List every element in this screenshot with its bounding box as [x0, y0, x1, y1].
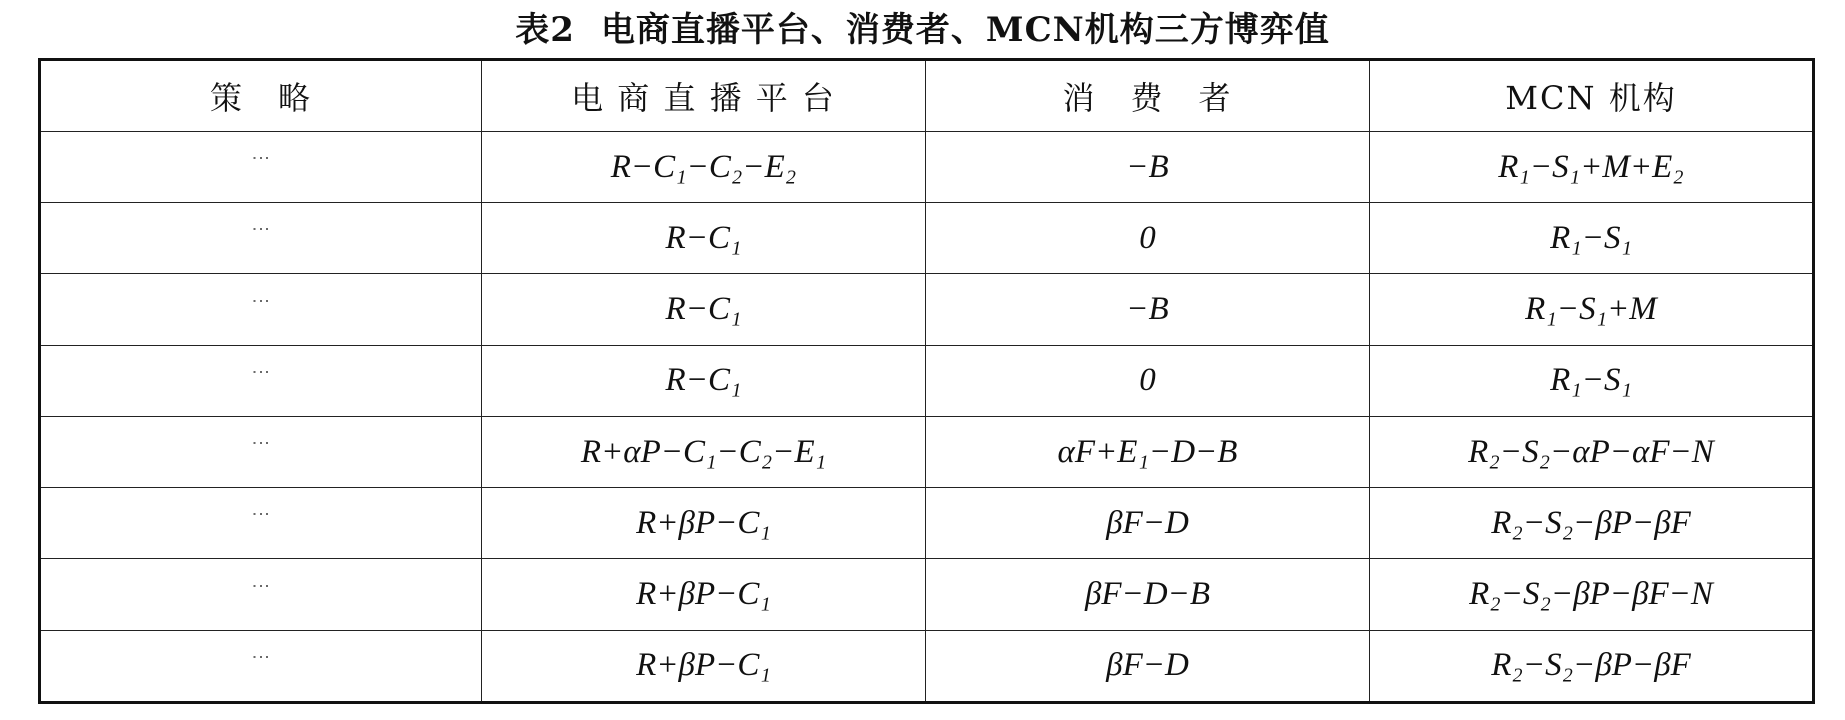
header-consumer: 消 费 者: [926, 60, 1370, 132]
platform-payoff-cell: R+βP−C₁: [482, 630, 926, 702]
mcn-payoff-cell: R₁−S₁: [1370, 203, 1814, 274]
header-mcn: MCN 机构: [1370, 60, 1814, 132]
ellipsis-mark: ⋮: [251, 576, 271, 597]
header-strategy: 策 略: [40, 60, 482, 132]
strategy-cell: [40, 559, 482, 630]
mcn-payoff-cell: R₁−S₁+M+E₂: [1370, 132, 1814, 203]
consumer-payoff-cell: βF−D: [926, 630, 1370, 702]
ellipsis-mark: ⋮: [251, 149, 271, 170]
consumer-payoff-cell: 0: [926, 345, 1370, 416]
strategy-cell: [40, 203, 482, 274]
platform-payoff-cell: R+αP−C₁−C₂−E₁: [482, 416, 926, 487]
strategy-cell: [40, 630, 482, 702]
strategy-cell: [40, 488, 482, 559]
table-row: [40, 345, 1814, 416]
consumer-payoff-cell: βF−D−B: [926, 559, 1370, 630]
table-row: [40, 630, 1814, 702]
ellipsis-mark: ⋮: [251, 291, 271, 312]
platform-payoff-cell: R+βP−C₁: [482, 488, 926, 559]
ellipsis-mark: ⋮: [251, 647, 271, 668]
ellipsis-mark: ⋮: [251, 220, 271, 241]
table-row: [40, 203, 1814, 274]
table-row: [40, 132, 1814, 203]
table-row: [40, 488, 1814, 559]
table-number: 表2: [515, 10, 575, 50]
header-platform: 电 商 直 播 平 台: [482, 60, 926, 132]
platform-payoff-cell: R−C₁: [482, 345, 926, 416]
platform-payoff-cell: R−C₁: [482, 274, 926, 345]
table-row: [40, 274, 1814, 345]
consumer-payoff-cell: −B: [926, 274, 1370, 345]
consumer-payoff-cell: 0: [926, 203, 1370, 274]
mcn-payoff-cell: R₂−S₂−αP−αF−N: [1370, 416, 1814, 487]
strategy-cell: [40, 274, 482, 345]
strategy-cell: [40, 345, 482, 416]
platform-payoff-cell: R−C₁−C₂−E₂: [482, 132, 926, 203]
mcn-payoff-cell: R₂−S₂−βP−βF−N: [1370, 559, 1814, 630]
mcn-payoff-cell: R₂−S₂−βP−βF: [1370, 630, 1814, 702]
ellipsis-mark: ⋮: [251, 362, 271, 383]
consumer-payoff-cell: βF−D: [926, 488, 1370, 559]
platform-payoff-cell: R−C₁: [482, 203, 926, 274]
header-row: [40, 60, 1814, 132]
platform-payoff-cell: R+βP−C₁: [482, 559, 926, 630]
table-caption: [0, 6, 1845, 54]
strategy-cell: [40, 416, 482, 487]
table-row: [40, 416, 1814, 487]
mcn-payoff-cell: R₁−S₁: [1370, 345, 1814, 416]
payoff-table: [38, 58, 1815, 704]
table-title: 电商直播平台、消费者、MCN机构三方博弈值: [600, 10, 1330, 50]
mcn-payoff-cell: R₁−S₁+M: [1370, 274, 1814, 345]
consumer-payoff-cell: αF+E₁−D−B: [926, 416, 1370, 487]
mcn-payoff-cell: R₂−S₂−βP−βF: [1370, 488, 1814, 559]
strategy-cell: [40, 132, 482, 203]
ellipsis-mark: ⋮: [251, 434, 271, 455]
table-row: [40, 559, 1814, 630]
ellipsis-mark: ⋮: [251, 505, 271, 526]
consumer-payoff-cell: −B: [926, 132, 1370, 203]
